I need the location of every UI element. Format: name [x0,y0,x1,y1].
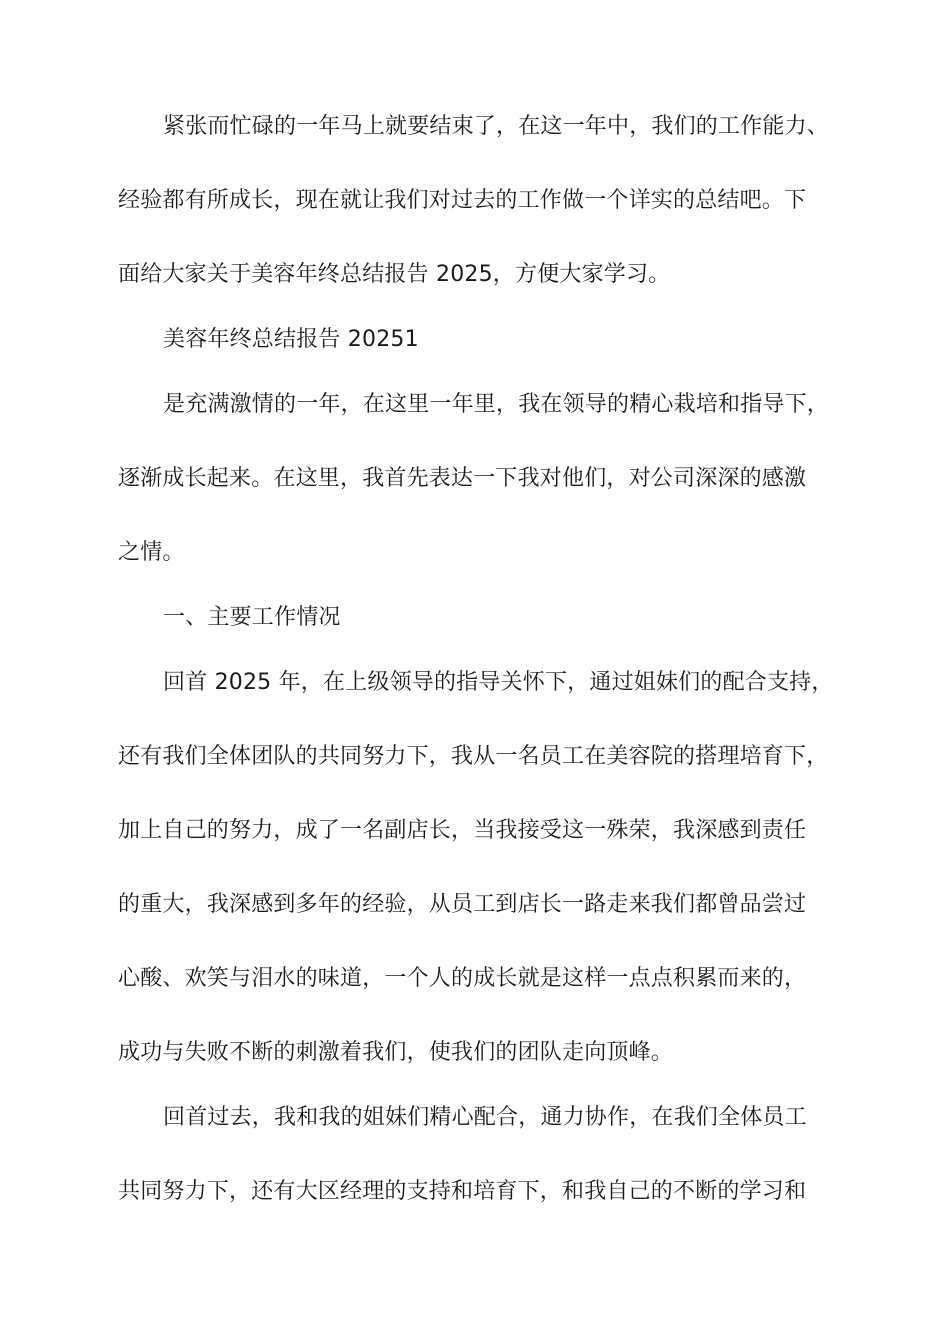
paragraph-line: 还有我们全体团队的共同努力下，我从一名员工在美容院的搭理培育下， [118,744,829,769]
paragraph-line: 经验都有所成长，现在就让我们对过去的工作做一个详实的总结吧。下 [118,188,807,213]
paragraph-line: 是充满激情的一年，在这里一年里，我在领导的精心栽培和指导下， [163,392,830,417]
paragraph-line: 面给大家关于美容年终总结报告 2025，方便大家学习。 [118,262,671,287]
paragraph-line: 之情。 [118,540,185,565]
paragraph-line: 回首过去，我和我的姐妹们精心配合，通力协作，在我们全体员工 [163,1105,807,1130]
paragraph-line: 的重大，我深感到多年的经验，从员工到店长一路走来我们都曾品尝过 [118,892,807,917]
section-heading: 一、主要工作情况 [163,605,341,630]
paragraph-line: 紧张而忙碌的一年马上就要结束了，在这一年中，我们的工作能力、 [163,114,830,139]
paragraph-line: 成功与失败不断的刺激着我们，使我们的团队走向顶峰。 [118,1040,674,1065]
paragraph-line: 逐渐成长起来。在这里，我首先表达一下我对他们，对公司深深的感激 [118,466,807,491]
paragraph-line: 回首 2025 年，在上级领导的指导关怀下，通过姐妹们的配合支持， [163,670,834,695]
paragraph-line: 共同努力下，还有大区经理的支持和培育下，和我自己的不断的学习和 [118,1179,807,1204]
paragraph-line: 加上自己的努力，成了一名副店长，当我接受这一殊荣，我深感到责任 [118,818,807,843]
section-title: 美容年终总结报告 20251 [163,327,419,352]
paragraph-line: 心酸、欢笑与泪水的味道，一个人的成长就是这样一点点积累而来的， [118,966,807,991]
